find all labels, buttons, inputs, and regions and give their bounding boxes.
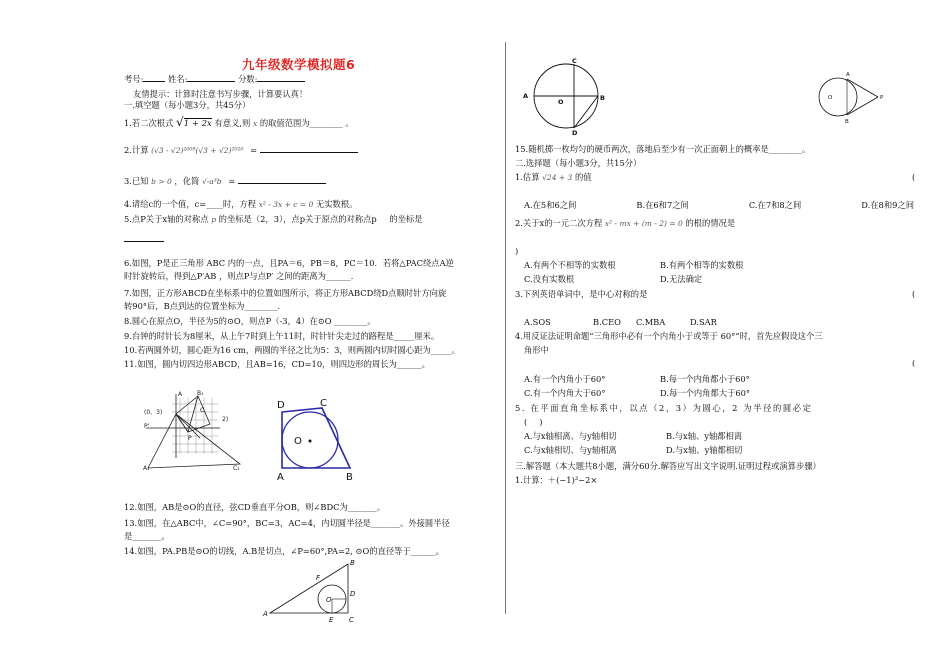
label-O: O (558, 98, 564, 106)
sqrt-symbol: √ (176, 115, 184, 129)
q3 (124, 175, 326, 187)
c5-paren-open: ( (524, 417, 528, 427)
q1 (124, 117, 354, 130)
choice-q3: 3.下列英语单词中，是中心对称的是 (515, 289, 648, 299)
tip-text: 友情提示：计算时注意书写步骤，计算要认真！ (133, 89, 308, 99)
q1-mid: 有意义,则 (214, 118, 251, 128)
label-A: A (263, 610, 268, 618)
q3-cond: b > 0 (151, 177, 172, 186)
c2-option-a[interactable]: A.有两个不相等的实数根 (524, 260, 616, 270)
section3-heading: 三.解答题（本大题共8小题，满分60分.解答应写出文字说明.证明过程或演算步骤） (515, 461, 821, 471)
c4-option-b[interactable]: B.每一个内角都小于60° (660, 374, 750, 384)
label-B: B (350, 559, 355, 567)
label-A: A (178, 391, 183, 398)
q1-radicand: 1 + 2x (183, 119, 212, 129)
choice-q4-line1: 4.用反证法证明命题“三角形中必有一个内角小于或等于 60°”时，首先应假设这个三 (515, 331, 823, 341)
name-blank[interactable] (187, 73, 235, 82)
c2-end: 的根的情况是 (685, 218, 736, 228)
c1-expr: √24 + 3 (542, 173, 573, 182)
figure-triangle-incircle (260, 558, 362, 628)
q2-text: 2.计算 (124, 145, 149, 155)
c3-option-a[interactable]: A.SOS (524, 317, 551, 327)
figure-tangent-lines (810, 68, 886, 126)
c2-expr: x² - mx + (m - 2) = 0 (604, 219, 683, 228)
q5 (124, 214, 423, 225)
c2-option-d[interactable]: D.无法确定 (660, 274, 703, 284)
label-C: C (572, 57, 577, 65)
q15: 15.随机掷一枚均匀的硬币两次，落地后至少有一次正面朝上的概率是________。 (515, 144, 811, 154)
score-label: 分数: (238, 74, 258, 84)
q5-p: p (211, 215, 217, 224)
label-C: C (349, 616, 354, 624)
q1-end: 的取值范围为________ 。 (259, 118, 354, 128)
label-A: A (277, 472, 284, 483)
label-E: E (329, 616, 334, 624)
q2-answer-blank[interactable] (260, 144, 358, 153)
q6-line1: 6.如图，P是正三角形 ABC 内的一点，且PA＝6，PB＝8，PC＝10．若将△PAC绕点A逆 (124, 258, 454, 268)
exam-no-label: 考号: (124, 74, 144, 84)
option[interactable]: B.在6和7之间 (636, 200, 689, 210)
label-C: C (200, 407, 205, 414)
c3-paren: ( (912, 289, 916, 299)
c5-paren-close: ) (539, 417, 543, 427)
label-A: A (523, 92, 529, 100)
q5-text-b: 的坐标是（2，3），点p关于原点的对称点p (218, 214, 377, 224)
q3-answer-blank[interactable] (238, 175, 326, 184)
choice-q4-line2: 角形中 (524, 345, 549, 355)
name-label: 姓名: (168, 74, 188, 84)
label-B: B (346, 472, 353, 483)
q3-text: 3.已知 (124, 176, 149, 186)
label-D: D (277, 400, 285, 411)
solve-q1: 1.计算：＋(−1)³−2× (515, 475, 598, 485)
label-C: C (320, 398, 327, 409)
label-B: B (845, 119, 849, 125)
column-divider (505, 42, 506, 614)
figure-circle-diameter (520, 56, 604, 136)
score-blank[interactable] (257, 73, 305, 82)
c5-option-d[interactable]: D.与x轴、y轴都相切 (666, 445, 743, 455)
q2-expr: (√3 - √2)²⁰⁰⁹(√3 + √2)²⁰¹⁰ (151, 146, 244, 155)
q7-line1: 7.如图，正方形ABCD在坐标系中的位置如图所示，将正方形ABCD绕D点顺时针方向旋 (124, 288, 447, 298)
section1-heading: 一.填空题（每小题3分，共45分） (124, 100, 251, 110)
q5-answer-blank[interactable] (124, 233, 164, 242)
option[interactable]: A.在5和6之间 (524, 200, 577, 210)
q2 (124, 144, 358, 156)
page-title: 九年级数学模拟题6 (242, 57, 356, 72)
choice-q1 (515, 172, 592, 183)
label-A1: A₁ (143, 465, 150, 472)
q1-text: 1.若二次根式 (124, 118, 174, 128)
label-D: D (350, 590, 356, 598)
label-O: O (294, 436, 302, 447)
q11: 11.如图，圆内切四边形ABCD，且AB=16，CD=10，则四边形的周长为______。 (124, 359, 430, 369)
q10: 10.若两圆外切，圆心距为16 cm，两圆的半径之比为5：3，则两圆内切时圆心距为_____。 (124, 345, 460, 355)
c3-option-b[interactable]: B.CEO (593, 317, 621, 327)
q5-text-a: 5.点P关于x轴的对称点 (124, 214, 209, 224)
c5-paren (524, 417, 543, 428)
option[interactable]: D.在8和9之间 (861, 200, 914, 210)
label-coord-0-3: (0，3) (144, 409, 163, 416)
q3-expr: √-a³b (201, 177, 222, 186)
c5-option-b[interactable]: B.与x轴、y轴都相离 (666, 431, 743, 441)
q13: 13.如图，在△ABC中，∠C=90°，BC=3，AC=4，内切圆半径是_______。外接圆半径 (124, 518, 450, 528)
c2-option-c[interactable]: C.没有实数根 (524, 274, 575, 284)
q8: 8.圆心在原点O，半径为5的⊙O，则点P（-3，4）在⊙O ________。 (124, 316, 376, 326)
q5-line2 (124, 233, 164, 245)
c3-option-c[interactable]: C.MBA (636, 317, 666, 327)
q3-eq: = (228, 176, 236, 186)
c1-text: 1.估算 (515, 172, 540, 182)
q2-eq: = (250, 145, 258, 155)
q4-end: 无实数根。 (315, 199, 358, 209)
q14: 14.如图，PA.PB是⊙O的切线，A.B是切点，∠P=60°,PA=2, ⊙O的直径等于______。 (124, 546, 444, 556)
q13-line2: 是_______。 (124, 531, 170, 541)
c4-option-d[interactable]: D.每一个内角都大于60° (660, 388, 751, 398)
c4-option-a[interactable]: A.有一个内角小于60° (524, 374, 606, 384)
label-O: O (828, 95, 833, 101)
label-A: A (846, 72, 850, 78)
q12: 12.如图，AB是⊙O的直径，弦CD垂直平分OB，则∠BDC为_______。 (124, 502, 386, 512)
label-P: P (188, 435, 192, 442)
label-O: O (326, 596, 332, 604)
choice-q5: 5. 在平面直角坐标系中，以点（2，3）为圆心，2 为半径的圆必定 (515, 403, 813, 413)
q3-mid: ，化简 (174, 176, 200, 186)
option[interactable]: C.在7和8之间 (748, 200, 802, 210)
q4-text: 4.请给c的一个值，c=____时，方程 (124, 199, 257, 209)
q6-line2: 时针旋转后，得到△P′AB ，则点P与点P′ 之间的距离为______. (124, 271, 354, 281)
figure-rotation-grid (140, 388, 246, 474)
label-D: D (572, 129, 578, 137)
choice-q2 (515, 218, 735, 229)
label-P-prime: P' (144, 423, 150, 430)
label-F: F (316, 574, 321, 582)
c4-option-c[interactable]: C.有一个内角大于60° (524, 388, 606, 398)
q7-line2: 转90°后，B点到达的位置坐标为________． (124, 301, 286, 311)
c1-paren: ( (912, 172, 916, 182)
label-P: P (880, 95, 884, 101)
c4-paren: ( (912, 358, 916, 368)
label-B: B (600, 94, 605, 102)
q9: 9.台钟的时针长为8厘米，从上午7时到上午11时，时针针尖走过的路程是_____厘米。 (124, 331, 440, 341)
label-B1: B₁ (197, 390, 204, 397)
c1-end: 的值 (574, 172, 592, 182)
c2-paren-close: ) (515, 246, 519, 256)
c1-options (524, 200, 914, 211)
c2-option-b[interactable]: B.有两个相等的实数根 (660, 260, 744, 270)
exam-no-blank[interactable] (143, 73, 165, 82)
label-2: 2) (222, 416, 229, 423)
q1-x: x (252, 119, 258, 128)
section2-heading: 二.选择题（每小题3分，共15分） (515, 158, 642, 168)
q4-expr: x² - 3x + c = 0 (258, 200, 314, 209)
c5-option-c[interactable]: C.与x轴相切、与y轴相离 (524, 445, 617, 455)
c2-text: 2.关于x的一元二次方程 (515, 218, 603, 228)
q5-text-c: 的坐标是 (389, 214, 423, 224)
c3-option-d[interactable]: D.SAR (690, 317, 717, 327)
c5-option-a[interactable]: A.与x轴相离、与y轴相切 (524, 431, 617, 441)
label-C1: C₁ (233, 465, 240, 472)
q4 (124, 199, 357, 210)
figure-quadrilateral-incircle (274, 398, 358, 483)
header-line (124, 73, 305, 85)
